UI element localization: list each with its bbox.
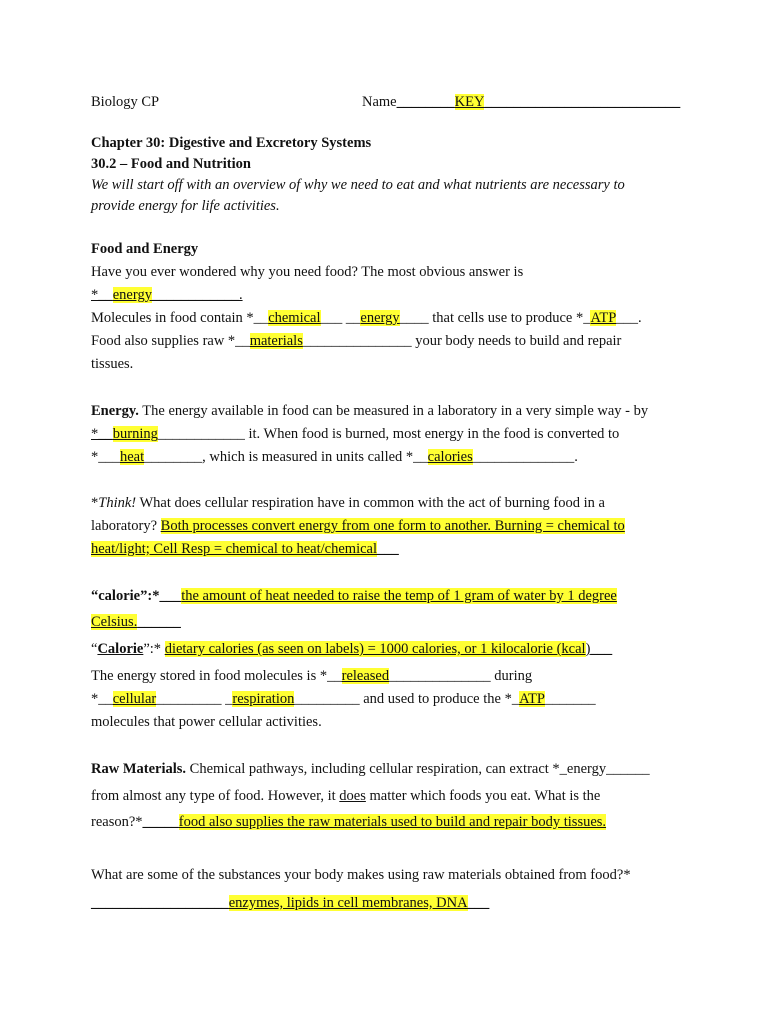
blank: ___: [377, 541, 399, 557]
intro-line: provide energy for life activities.: [91, 198, 280, 214]
paragraph-line: What are some of the substances your body makes using raw materials obtained from food?*: [91, 867, 631, 883]
text: ____________ it. When food is burned, most energy in the food is converted to: [157, 426, 620, 442]
paragraph-line: [91, 540, 399, 558]
calorie-label: “calorie”:*: [91, 588, 160, 604]
text: from almost any type of food. However, it: [91, 788, 340, 804]
answer-released: released: [341, 668, 390, 684]
text: ________, which is measured in units called *__: [144, 449, 428, 465]
paragraph-line: [91, 494, 605, 512]
does-emphasis: does: [339, 788, 366, 804]
name-answer: KEY: [454, 94, 485, 110]
name-blank: ________: [396, 94, 455, 110]
paragraph-line: [91, 690, 596, 708]
answer-heat: heat: [120, 449, 145, 465]
paragraph-line: Have you ever wondered why you need food? The most obvious answer is: [91, 264, 524, 280]
text: The energy stored in food molecules is *__: [91, 668, 342, 684]
answer-burning: burning: [112, 426, 158, 442]
big-calorie-label: Calorie: [97, 641, 144, 657]
answer-calories: calories: [427, 449, 473, 465]
energy-heading: Energy.: [91, 403, 139, 419]
text: laboratory?: [91, 518, 161, 534]
blank: ___ __: [320, 310, 361, 326]
answer-calorie: the amount of heat needed to raise the temp of 1 gram of water by 1 degree: [181, 588, 617, 604]
paragraph-line: [91, 640, 612, 658]
blank: ____________.: [151, 287, 243, 303]
answer-calorie: Celsius.: [91, 614, 138, 630]
text: Food also supplies raw *__: [91, 333, 250, 349]
paragraph-line: [91, 517, 625, 535]
text: What does cellular respiration have in common with the act of burning food in a: [136, 495, 605, 511]
blank: _______: [544, 691, 596, 707]
name-blank: ___________________________: [484, 94, 681, 110]
answer-energy: energy: [360, 310, 400, 326]
text: *: [91, 495, 99, 511]
paragraph-line: molecules that power cellular activities.: [91, 714, 322, 730]
text: reason?*: [91, 814, 143, 830]
blank: *___: [91, 449, 120, 465]
answer-cellular: cellular: [112, 691, 157, 707]
blank: ___________________: [91, 895, 229, 911]
blank: ______: [137, 614, 181, 630]
answer-materials: materials: [249, 333, 303, 349]
answer-think: Both processes convert energy from one form to another. Burning = chemical to: [160, 518, 625, 534]
text: _______________ your body needs to build and repair: [302, 333, 622, 349]
think-label: Think!: [98, 495, 137, 511]
food-energy-heading: Food and Energy: [91, 241, 199, 257]
text: “: [91, 641, 98, 657]
answer-reason: food also supplies the raw materials used to build and repair body tissues.: [178, 814, 607, 830]
text: _________ and used to produce the *_: [294, 691, 520, 707]
paragraph-line: [91, 667, 532, 685]
course-title: [91, 93, 159, 111]
section-title: 30.2 – Food and Nutrition: [91, 156, 251, 172]
course-label: Biology CP: [91, 94, 160, 110]
text: matter which foods you eat. What is the: [365, 788, 601, 804]
name-label: Name: [362, 94, 397, 110]
blank: *__: [91, 691, 113, 707]
paragraph-line: [91, 613, 181, 631]
blank: ___: [590, 641, 613, 657]
blank: ___: [159, 588, 182, 604]
paragraph-line: [91, 332, 621, 350]
answer-atp: ATP: [519, 691, 545, 707]
answer-respiration: respiration: [232, 691, 295, 707]
blank: ___.: [616, 310, 642, 326]
answer-think: heat/light; Cell Resp = chemical to heat/chemical: [91, 541, 377, 557]
text: ______________ during: [389, 668, 533, 684]
answer-chemical: chemical: [268, 310, 321, 326]
blank: *__: [91, 426, 113, 442]
text: Chemical pathways, including cellular respiration, can extract *_energy______: [186, 761, 650, 777]
answer-substances: enzymes, lipids in cell membranes, DNA: [228, 895, 468, 911]
blank: _____: [142, 814, 179, 830]
paragraph-line: [91, 894, 489, 912]
blank: *__: [91, 287, 113, 303]
paragraph-line: [91, 425, 619, 443]
intro-line: We will start off with an overview of why we need to eat and what nutrients are necessary to: [91, 177, 625, 193]
paragraph-line: [91, 309, 642, 327]
raw-materials-heading: Raw Materials.: [91, 761, 187, 777]
paragraph-line: tissues.: [91, 356, 134, 372]
text: Molecules in food contain *__: [91, 310, 269, 326]
text: ): [585, 641, 591, 657]
blank: ___: [467, 895, 490, 911]
paragraph-line: [91, 402, 648, 420]
blank: _________ _: [156, 691, 233, 707]
paragraph-line: [91, 787, 600, 805]
text: The energy available in food can be measured in a laboratory in a very simple way - by: [138, 403, 649, 419]
blank: ______________.: [472, 449, 578, 465]
paragraph-line: [91, 286, 243, 304]
answer-big-calorie: dietary calories (as seen on labels) = 1000 calories, or 1 kilocalorie (kcal: [164, 641, 586, 657]
paragraph-line: [91, 448, 578, 466]
text: ”:*: [143, 641, 165, 657]
paragraph-line: [91, 760, 650, 778]
paragraph-line: [91, 587, 617, 605]
answer-energy: energy: [112, 287, 152, 303]
name-field: [362, 93, 680, 111]
text: ____ that cells use to produce *_: [399, 310, 591, 326]
answer-atp: ATP: [590, 310, 617, 326]
paragraph-line: [91, 813, 606, 831]
chapter-title: Chapter 30: Digestive and Excretory Systems: [91, 135, 372, 151]
